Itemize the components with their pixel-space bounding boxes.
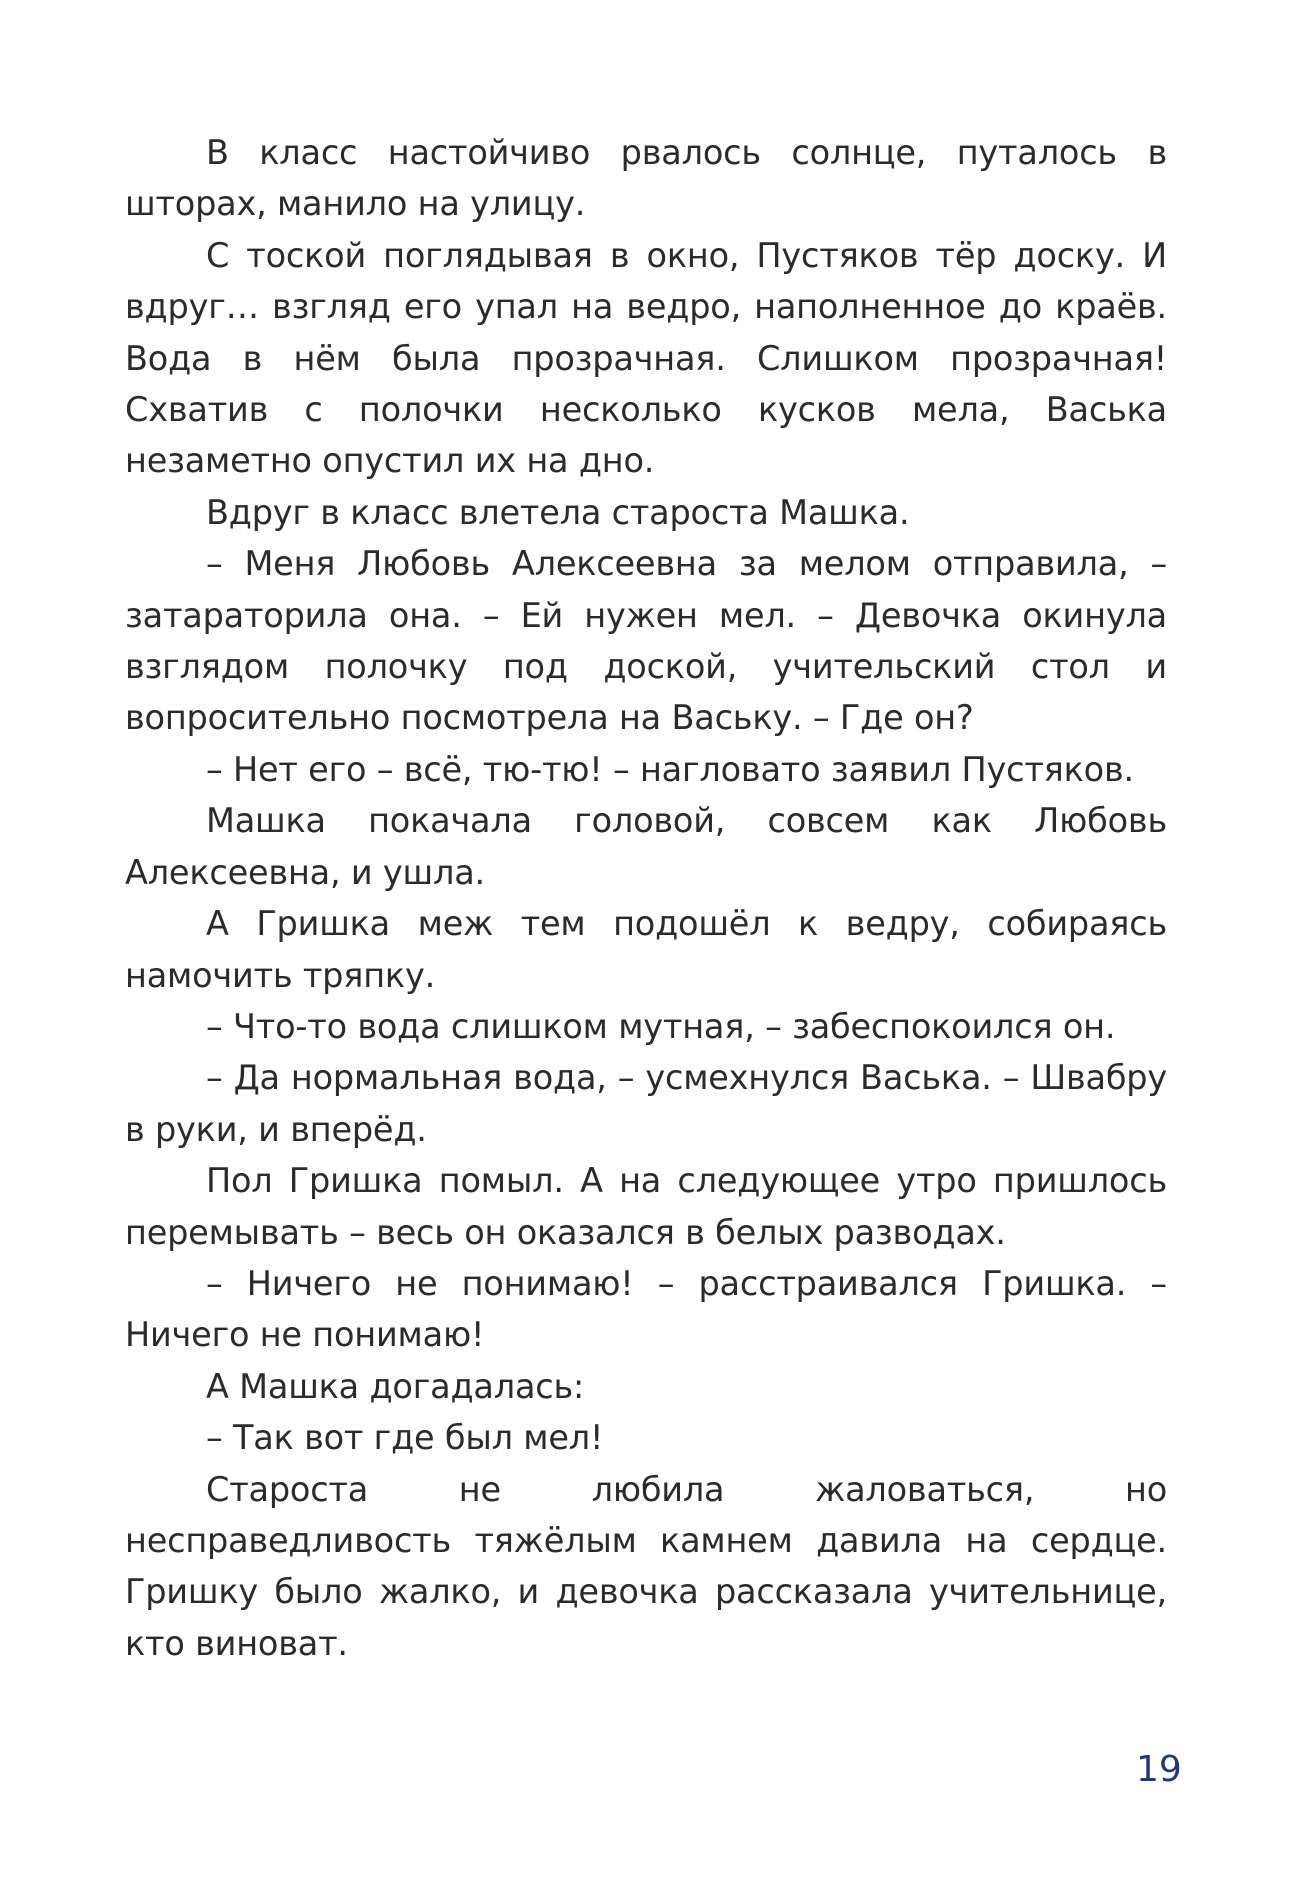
paragraph: А Гришка меж тем подошёл к ведру, собираясь намочить тряпку.	[125, 904, 1167, 995]
paragraph: – Да нормальная вода, – усмехнулся Васька. – Швабру в руки, и вперёд.	[125, 1058, 1167, 1149]
paragraph: – Меня Любовь Алексеевна за мелом отправила, – затараторила она. – Ей нужен мел. – Девочка окинула взглядом полочку под доской, учительский стол и вопросительно посмотрела на Ваську. – Где он?	[125, 544, 1167, 738]
page-number: 19	[1136, 1749, 1182, 1790]
paragraph: Пол Гришка помыл. А на следующее утро пришлось перемывать – весь он оказался в белых разводах.	[125, 1161, 1167, 1252]
paragraph: Староста не любила жаловаться, но несправедливость тяжёлым камнем давила на сердце. Гришку было жалко, и девочка рассказала учительнице, кто виноват.	[125, 1469, 1167, 1663]
paragraph: Машка покачала головой, совсем как Любовь Алексеевна, и ушла.	[125, 801, 1167, 892]
paragraph: А Машка догадалась:	[206, 1366, 585, 1406]
paragraph: – Что-то вода слишком мутная, – забеспокоился он.	[206, 1006, 1116, 1046]
paragraph: С тоской поглядывая в окно, Пустяков тёр доску. И вдруг… взгляд его упал на ведро, наполненное до краёв. Вода в нём была прозрачная. Слишком прозрачная! Схватив с полочки несколько кусков мела, Васька незаметно опустил их на дно.	[125, 235, 1167, 481]
paragraph: – Нет его – всё, тю-тю! – нагловато заявил Пустяков.	[206, 749, 1134, 789]
paragraph: – Ничего не понимаю! – расстраивался Гришка. – Ничего не понимаю!	[125, 1263, 1167, 1355]
paragraph: В класс настойчиво рвалось солнце, путалось в шторах, манило на улицу.	[125, 133, 1167, 224]
story-text	[125, 127, 1167, 1669]
paragraph: Вдруг в класс влетела староста Машка.	[206, 492, 910, 532]
paragraph: – Так вот где был мел!	[206, 1418, 604, 1458]
